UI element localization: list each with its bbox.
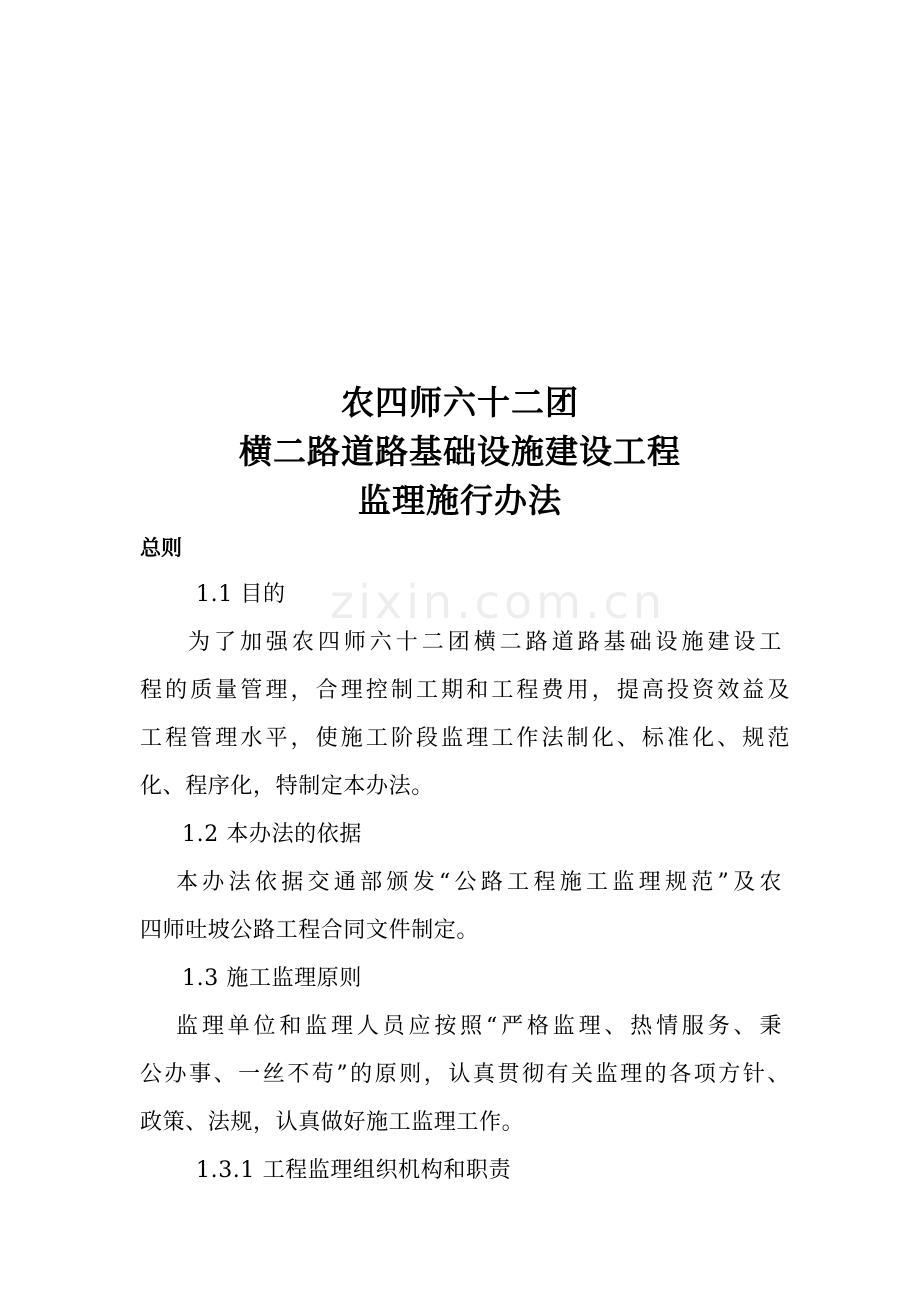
heading-1-3: 1.3 施工监理原则	[182, 966, 362, 991]
paragraph-line: 程的质量管理，合理控制工期和工程费用，提高投资效益及	[140, 678, 790, 703]
watermark-text: zixin.com.cn	[330, 575, 667, 629]
heading-1-3-1: 1.3.1 工程监理组织机构和职责	[196, 1158, 512, 1183]
paragraph-line: 政策、法规，认真做好施工监理工作。	[140, 1110, 525, 1135]
title-line-3: 监理施行办法	[358, 481, 562, 520]
title-line-2: 横二路道路基础设施建设工程	[239, 432, 681, 471]
paragraph-line: 工程管理水平，使施工阶段监理工作法制化、标准化、规范	[140, 726, 790, 751]
section-heading-general: 总则	[140, 536, 182, 560]
heading-1-1: 1.1 目的	[196, 582, 286, 607]
title-line-1: 农四师六十二团	[341, 383, 579, 422]
paragraph-line: 监理单位和监理人员应按照“严格监理、热情服务、秉	[176, 1014, 782, 1039]
paragraph-line: 为了加强农四师六十二团横二路道路基础设施建设工	[188, 630, 782, 655]
paragraph-line: 公办事、一丝不苟”的原则，认真贯彻有关监理的各项方针、	[140, 1062, 790, 1087]
paragraph-line: 本办法依据交通部颁发“公路工程施工监理规范”及农	[176, 870, 782, 895]
paragraph-line: 化、程序化，特制定本办法。	[140, 774, 434, 799]
paragraph-line: 四师吐坡公路工程合同文件制定。	[140, 918, 480, 943]
heading-1-2: 1.2 本办法的依据	[182, 822, 362, 847]
